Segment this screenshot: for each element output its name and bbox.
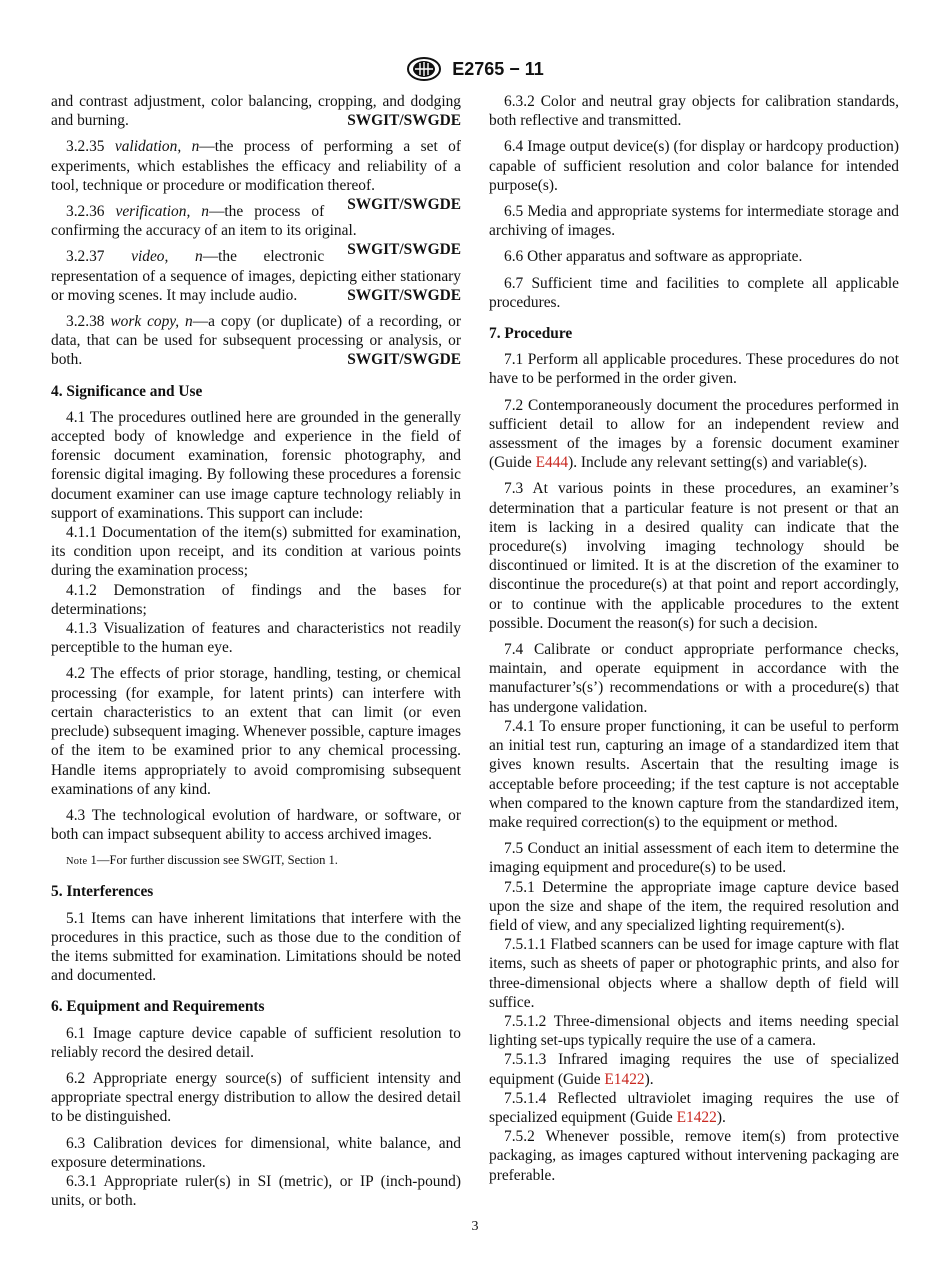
paragraph-7-5-1-4: 7.5.1.4 Reflected ultraviolet imaging requires the use of specialized equipment (Guide E1422). (489, 1089, 899, 1126)
paragraph-7-5-1-3: 7.5.1.3 Infrared imaging requires the use of specialized equipment (Guide E1422). (489, 1051, 899, 1088)
paragraph-7-1: 7.1 Perform all applicable procedures. These procedures do not have to be performed in the order given. (489, 351, 899, 388)
paragraph-6-1: 6.1 Image capture device capable of sufficient resolution to reliably record the desired detail. (51, 1024, 461, 1061)
note-label: Note (66, 856, 88, 868)
paragraph-5-1: 5.1 Items can have inherent limitations that interfere with the procedures in this practice, such as those due to the condition of the items submitted for examination. Limitations should be noted and documented. (51, 909, 461, 985)
paragraph-7-5: 7.5 Conduct an initial assessment of each item to determine the imaging equipment and procedure(s) to be used. (489, 840, 899, 877)
note-1: Note 1—For further discussion see SWGIT, Section 1. (66, 853, 338, 868)
paragraph-4-2: 4.2 The effects of prior storage, handling, testing, or chemical processing (for example, for latent prints) can interfere with certain characteristics to an extent that can limit (or even preclude) subsequent imaging. Whenever possible, capture images of the item to be examined prior to any chemical processing. Handle items appropriately to avoid compromising subsequent examinations of any kind. (51, 665, 462, 798)
source-tag: SWGIT/SWGDE (347, 196, 461, 214)
page-header (0, 56, 950, 82)
paragraph-7-4-1: 7.4.1 To ensure proper functioning, it can be useful to perform an initial test run, capturing an image of a standardized item that gives known results. Ascertain that the resulting image is acceptable before proceeding; if the test capture is not acceptable when compared to the known capture from the standardized item, make required correction(s) to the equipment or method. (489, 717, 899, 831)
reference-link-e1422[interactable]: E1422 (604, 1070, 645, 1088)
paragraph-3-2-38: 3.2.38 work copy, n—a copy (or duplicate) of a recording, or data, that can be used for subsequent processing or analysis, or both. SWGIT/SWGDE (51, 313, 461, 369)
paragraph-7-5-1-2: 7.5.1.2 Three-dimensional objects and items needing special lighting set-ups typically require the use of a camera. (489, 1012, 899, 1050)
paragraph-4-1-1: 4.1.1 Documentation of the item(s) submitted for examination, its condition upon receipt, and its condition at various points during the examination process; (51, 524, 461, 580)
term: verification, n (115, 203, 210, 221)
term: work copy, n (110, 313, 193, 331)
paragraph-6-2: 6.2 Appropriate energy source(s) of sufficient intensity and appropriate spectral energy distribution to allow the desired detail to be distinguished. (51, 1069, 461, 1126)
paragraph-6-3: 6.3 Calibration devices for dimensional, white balance, and exposure determinations. (51, 1134, 461, 1171)
page-number: 3 (471, 1219, 479, 1234)
paragraph-6-3-2: 6.3.2 Color and neutral gray objects for calibration standards, both reflective and transmitted. (489, 93, 899, 130)
paragraph-6-7: 6.7 Sufficient time and facilities to complete all applicable procedures. (489, 274, 899, 311)
section-heading-4: 4. Significance and Use (51, 382, 203, 400)
term: validation, n (114, 138, 200, 156)
paragraph-7-2: 7.2 Contemporaneously document the procedures performed in sufficient detail to allow for an independent review and assessment of the images by a forensic document examiner (Guide E444). Include any relevant setting(s) and variable(s). (489, 396, 899, 472)
reference-link-e1422[interactable]: E1422 (676, 1108, 717, 1126)
paragraph-3-2-34-cont: and contrast adjustment, color balancing, cropping, and dodging and burning. SWGIT/SWGDE (51, 93, 461, 130)
section-heading-6: 6. Equipment and Requirements (51, 998, 265, 1016)
standard-designation: E2765 − 11 (452, 58, 544, 79)
term: video, n (131, 248, 203, 266)
paragraph-7-5-1: 7.5.1 Determine the appropriate image capture device based upon the size and shape of the item, the required resolution and field of view, and any specialized lighting requirement(s). (489, 878, 899, 934)
paragraph-4-3: 4.3 The technological evolution of hardware, or software, or both can impact subsequent ability to access archived images. (51, 806, 461, 844)
left-column (51, 92, 461, 1210)
paragraph-6-4: 6.4 Image output device(s) (for display or hardcopy production) capable of sufficient resolution and color balance for intended purpose(s). (489, 138, 899, 194)
source-tag: SWGIT/SWGDE (347, 351, 461, 369)
paragraph-4-1-2: 4.1.2 Demonstration of findings and the bases for determinations; (51, 581, 461, 618)
paragraph-6-3-1: 6.3.1 Appropriate ruler(s) in SI (metric), or IP (inch-pound) units, or both. (51, 1172, 461, 1210)
paragraph-7-4: 7.4 Calibrate or conduct appropriate performance checks, maintain, and operate equipment in accordance with the manufacturer’s(s’) recommendations or with a procedure(s) that has undergone validation. (489, 641, 899, 716)
reference-link-e444[interactable]: E444 (535, 454, 569, 472)
paragraph-7-5-2: 7.5.2 Whenever possible, remove item(s) from protective packaging, as images captured without intervening packaging are preferable. (489, 1128, 899, 1184)
paragraph-6-6: 6.6 Other apparatus and software as appropriate. (504, 248, 803, 266)
source-tag: SWGIT/SWGDE (347, 241, 461, 259)
paragraph-7-3: 7.3 At various points in these procedures, an examiner’s determination that a particular feature is not present or that an item is lacking in a desired quality can indicate that the procedure(s) involving imaging technology should be discontinued or limited. It is at the discretion of the examiner to discontinue the procedure(s) at that point and report accordingly, or to continue with the applicable procedures to the extent possible. Document the reason(s) for such a decision. (489, 480, 899, 632)
paragraph-4-1-3: 4.1.3 Visualization of features and characteristics not readily perceptible to the human eye. (51, 620, 461, 657)
paragraph-7-5-1-1: 7.5.1.1 Flatbed scanners can be used for image capture with flat items, such as sheets of paper or photographic prints, and also for three-dimensional objects where a shallow depth of field will suffice. (489, 936, 899, 1011)
source-tag: SWGIT/SWGDE (347, 112, 461, 130)
astm-logo-icon (406, 56, 442, 82)
section-heading-5: 5. Interferences (51, 883, 154, 901)
paragraph-3-2-37: 3.2.37 video, n—the electronic representation of a sequence of images, depicting either stationary or moving scenes. It may include audio. SWGIT/SWGDE (51, 248, 461, 304)
right-column (489, 92, 899, 1185)
source-tag: SWGIT/SWGDE (347, 286, 461, 304)
paragraph-3-2-35: 3.2.35 validation, n—the process of performing a set of experiments, which establishes the efficacy and reliability of a tool, technique or procedure or modification thereof. SWGIT/SWGDE (51, 138, 461, 214)
paragraph-4-1: 4.1 The procedures outlined here are grounded in the generally accepted body of knowledge and experience in the field of forensic document examination, forensic photography, and forensic digital imaging. By following these procedures a forensic document examiner can use image capture technology reliably in support of examinations. This support can include: (51, 408, 461, 522)
paragraph-3-2-36: 3.2.36 verification, n—the process of confirming the accuracy of an item to its original. SWGIT/SWGDE (51, 203, 461, 259)
section-heading-7: 7. Procedure (489, 325, 573, 343)
paragraph-6-5: 6.5 Media and appropriate systems for intermediate storage and archiving of images. (489, 203, 899, 240)
